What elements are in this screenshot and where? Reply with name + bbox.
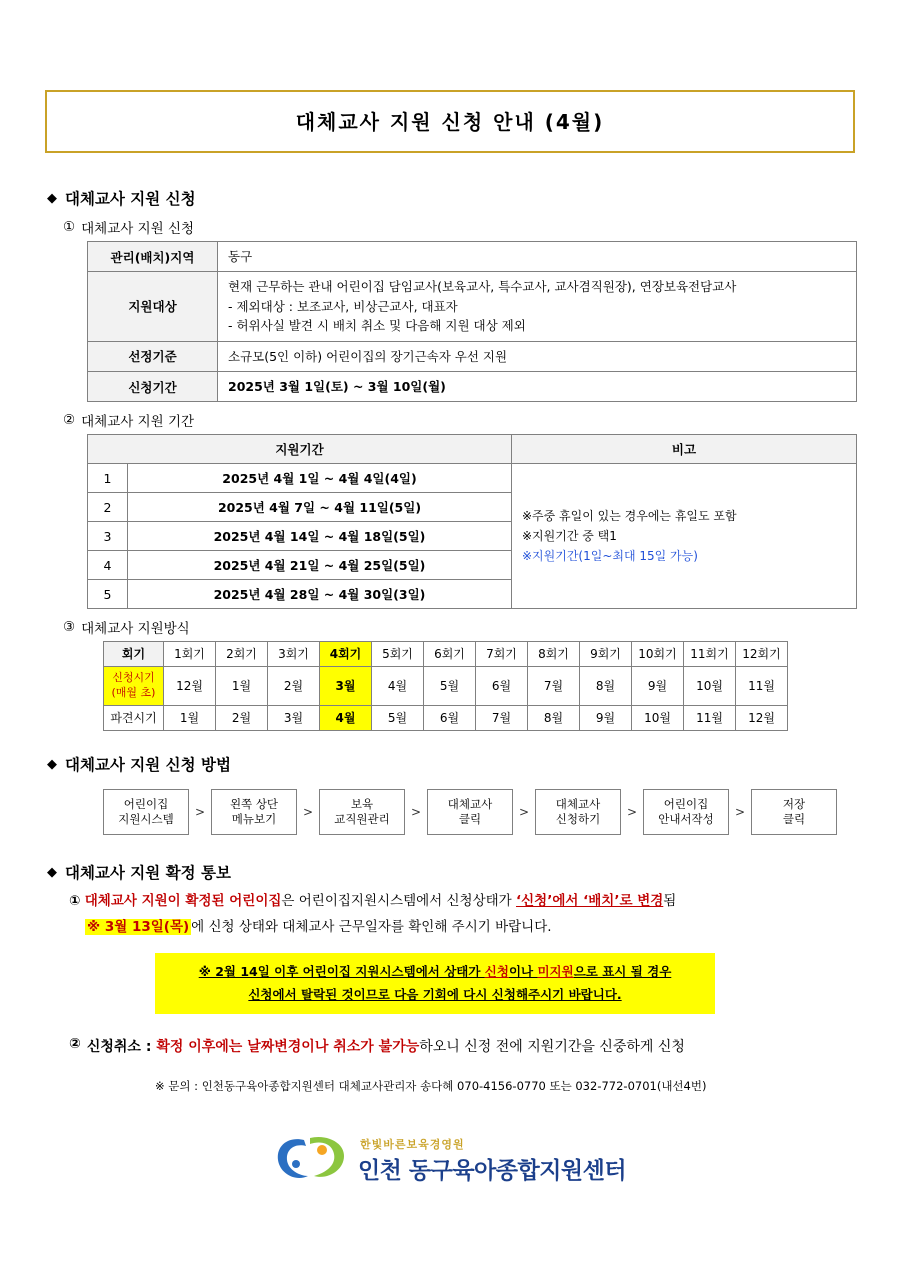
flow-step-line: 클릭 (782, 812, 806, 827)
subsection-1-2-label: 대체교사 지원 기간 (81, 414, 195, 431)
schedule-table (103, 641, 788, 731)
month-cell: 7월 (528, 667, 580, 706)
list-marker: ① (63, 219, 76, 235)
notice-emphasis-red: 대체교사 지원이 확정된 어린이집 (84, 893, 282, 910)
row-label-session: 회기 (104, 642, 164, 667)
month-cell: 5월 (424, 667, 476, 706)
chevron-right-icon: > (626, 805, 638, 820)
flow-step-line: 보육 (350, 796, 374, 811)
column-header-note: 비고 (512, 435, 857, 464)
subsection-1-1 (63, 217, 855, 237)
month-cell: 1월 (164, 706, 216, 731)
flow-step-line: 대체교사 (447, 796, 493, 811)
chevron-right-icon: > (410, 805, 422, 820)
logo-title: 인천 동구육아종합지원센터 (357, 1157, 627, 1184)
list-marker: ② (69, 1036, 81, 1053)
table-row (104, 667, 788, 706)
month-cell-highlighted: 4월 (320, 706, 372, 731)
row-value-line: - 제외대상 : 보조교사, 비상근교사, 대표자 (228, 298, 458, 314)
note-line-highlight: ※지원기간(1일~최대 15일 가능) (522, 549, 698, 564)
warning-line-2: 신청에서 탈락된 것이므로 다음 기회에 다시 신청해주시기 바랍니다. (248, 987, 622, 1003)
month-cell: 10월 (632, 706, 684, 731)
row-number: 1 (88, 464, 128, 493)
session-cell: 8회기 (528, 642, 580, 667)
month-cell: 11월 (736, 667, 788, 706)
row-period: 2025년 4월 21일 ~ 4월 25일(5일) (128, 551, 512, 580)
flow-step-line: 메뉴보기 (231, 812, 277, 827)
notice-emphasis-underline: ‘신청’에서 ‘배치’로 변경 (516, 893, 664, 910)
section-heading-how-to-apply (47, 753, 855, 775)
support-period-table (87, 434, 857, 609)
chevron-right-icon: > (302, 805, 314, 820)
row-value-line: 동구 (228, 249, 253, 264)
warning-text: ※ 2월 14일 이후 어린이집 지원시스템에서 상태가 (198, 963, 485, 979)
row-label: 관리(배치)지역 (88, 242, 218, 272)
warning-text: 으로 표시 될 경우 (573, 963, 672, 979)
row-label-dispatch-time: 파견시기 (104, 706, 164, 731)
notice-date-highlight: ※ 3월 13일(목) (87, 918, 190, 935)
table-row (88, 242, 857, 272)
flow-step-line: 신청하기 (555, 812, 601, 827)
month-cell: 3월 (268, 706, 320, 731)
subsection-1-3-label: 대체교사 지원방식 (81, 621, 190, 638)
notice-line-1 (69, 889, 855, 915)
session-cell: 2회기 (216, 642, 268, 667)
notice-text: 됨 (663, 893, 677, 910)
flow-step (211, 789, 297, 835)
flow-step (319, 789, 405, 835)
diamond-bullet-icon: ◆ (47, 756, 57, 772)
subsection-1-1-label: 대체교사 지원 신청 (81, 221, 195, 237)
row-value-line: - 허위사실 발견 시 배치 취소 및 다음해 지원 대상 제외 (228, 318, 526, 334)
table-row (88, 272, 857, 341)
cancellation-notice (69, 1036, 855, 1056)
confirmation-notice (69, 889, 855, 940)
flow-step-line: 어린이집 (663, 796, 709, 811)
organization-logo (45, 1134, 855, 1186)
period-notes (512, 464, 857, 609)
session-cell: 1회기 (164, 642, 216, 667)
row-period: 2025년 4월 7일 ~ 4월 11일(5일) (128, 493, 512, 522)
month-cell: 5월 (372, 706, 424, 731)
flow-step (643, 789, 729, 835)
row-label: 선정기준 (88, 341, 218, 371)
session-cell: 7회기 (476, 642, 528, 667)
subsection-1-3 (63, 617, 855, 637)
flow-step (535, 789, 621, 835)
flow-step (427, 789, 513, 835)
flow-step-line: 클릭 (458, 812, 482, 827)
session-cell: 11회기 (684, 642, 736, 667)
section-heading-confirmation (47, 861, 855, 883)
table-row (88, 464, 857, 493)
month-cell: 2월 (268, 667, 320, 706)
diamond-bullet-icon: ◆ (47, 864, 57, 880)
month-cell: 2월 (216, 706, 268, 731)
flow-step-line: 교직원관리 (334, 812, 390, 827)
row-label: 지원대상 (88, 272, 218, 341)
inquiry-line: ※ 문의 : 인천동구육아종합지원센터 대체교사관리자 송다혜 070-4156-0770 또는 032-772-0701(내선4번) (155, 1079, 707, 1094)
month-cell: 6월 (476, 667, 528, 706)
flow-step-line: 대체교사 (555, 796, 601, 811)
flow-step-line: 왼쪽 상단 (229, 796, 279, 811)
chevron-right-icon: > (194, 805, 206, 820)
row-value-line: 현재 근무하는 관내 어린이집 담임교사(보육교사, 특수교사, 교사겸직원장), 연장보육전담교사 (228, 279, 737, 295)
row-period: 2025년 4월 14일 ~ 4월 18일(5일) (128, 522, 512, 551)
document-title-box (45, 90, 855, 153)
month-cell: 12월 (164, 667, 216, 706)
session-cell: 3회기 (268, 642, 320, 667)
warning-box (155, 953, 715, 1015)
section1-heading-label: 대체교사 지원 신청 (65, 190, 196, 208)
month-cell: 9월 (632, 667, 684, 706)
month-cell: 7월 (476, 706, 528, 731)
logo-mark-icon (274, 1134, 348, 1186)
flow-step-line: 어린이집 (123, 796, 169, 811)
row-number: 5 (88, 580, 128, 609)
month-cell: 4월 (372, 667, 424, 706)
table-row (104, 706, 788, 731)
note-line: ※지원기간 중 택1 (522, 529, 617, 544)
cancellation-label: 신청취소 : (86, 1039, 157, 1056)
warning-text-red: 신청 (484, 963, 509, 979)
section-heading-application (47, 187, 855, 209)
subsection-1-2 (63, 410, 855, 430)
diamond-bullet-icon: ◆ (47, 190, 57, 206)
session-cell: 6회기 (424, 642, 476, 667)
month-cell: 11월 (684, 706, 736, 731)
section3-heading-label: 대체교사 지원 확정 통보 (65, 864, 231, 883)
cancellation-emphasis: 확정 이후에는 날짜변경이나 취소가 불가능 (156, 1039, 420, 1056)
month-cell-highlighted: 3월 (320, 667, 372, 706)
cancellation-text (87, 1036, 685, 1056)
list-marker: ② (63, 412, 76, 429)
note-line: ※주중 휴일이 있는 경우에는 휴일도 포함 (522, 508, 737, 523)
flow-step-line: 저장 (782, 796, 806, 811)
flow-step-line: 지원시스템 (118, 812, 174, 827)
month-cell: 6월 (424, 706, 476, 731)
warning-text-red: 미지원 (537, 963, 574, 979)
row-number: 4 (88, 551, 128, 580)
table-row (88, 371, 857, 401)
section2-heading-label: 대체교사 지원 신청 방법 (65, 756, 231, 775)
row-value (218, 371, 857, 401)
logo-subtitle: 한빛바른보육경영원 (359, 1137, 465, 1151)
session-cell: 12회기 (736, 642, 788, 667)
row-value (218, 341, 857, 371)
row-number: 3 (88, 522, 128, 551)
application-flow-diagram (103, 789, 855, 835)
table-header-row (88, 435, 857, 464)
row-value (218, 272, 857, 341)
session-cell-highlighted: 4회기 (320, 642, 372, 667)
row-label: 신청기간 (88, 371, 218, 401)
warning-line-1 (163, 960, 707, 984)
flow-step-line: 안내서작성 (658, 812, 714, 827)
application-info-table (87, 241, 857, 402)
month-cell: 1월 (216, 667, 268, 706)
list-marker: ③ (63, 619, 76, 636)
table-row (88, 341, 857, 371)
cancellation-rest: 하오니 신정 전에 지원기간을 신중하게 신청 (419, 1039, 685, 1056)
column-header-period: 지원기간 (88, 435, 512, 464)
row-value (218, 242, 857, 272)
row-value-line: 2025년 3월 1일(토) ~ 3월 10일(월) (228, 378, 446, 394)
month-cell: 12월 (736, 706, 788, 731)
month-cell: 10월 (684, 667, 736, 706)
flow-step (751, 789, 837, 835)
row-period: 2025년 4월 28일 ~ 4월 30일(3일) (128, 580, 512, 609)
table-row (104, 642, 788, 667)
month-cell: 8월 (528, 706, 580, 731)
session-cell: 5회기 (372, 642, 424, 667)
logo-text (358, 1136, 626, 1185)
page-title: 대체교사 지원 신청 안내 (4월) (295, 110, 605, 134)
chevron-right-icon: > (518, 805, 530, 820)
warning-text: 이나 (508, 963, 538, 979)
row-value-line: 소규모(5인 이하) 어린이집의 장기근속자 우선 지원 (228, 348, 508, 364)
row-number: 2 (88, 493, 128, 522)
session-cell: 10회기 (632, 642, 684, 667)
month-cell: 8월 (580, 667, 632, 706)
row-label-apply-time: 신청시기 (매월 초) (104, 667, 164, 706)
notice-text: 에 신청 상태와 대체교사 근무일자를 확인해 주시기 바랍니다. (191, 918, 552, 935)
notice-line-2 (85, 915, 855, 941)
row-period: 2025년 4월 1일 ~ 4월 4일(4일) (128, 464, 512, 493)
flow-step (103, 789, 189, 835)
month-cell: 9월 (580, 706, 632, 731)
notice-text: 은 어린이집지원시스템에서 신청상태가 (281, 893, 516, 910)
chevron-right-icon: > (734, 805, 746, 820)
list-marker: ① (69, 893, 81, 910)
session-cell: 9회기 (580, 642, 632, 667)
